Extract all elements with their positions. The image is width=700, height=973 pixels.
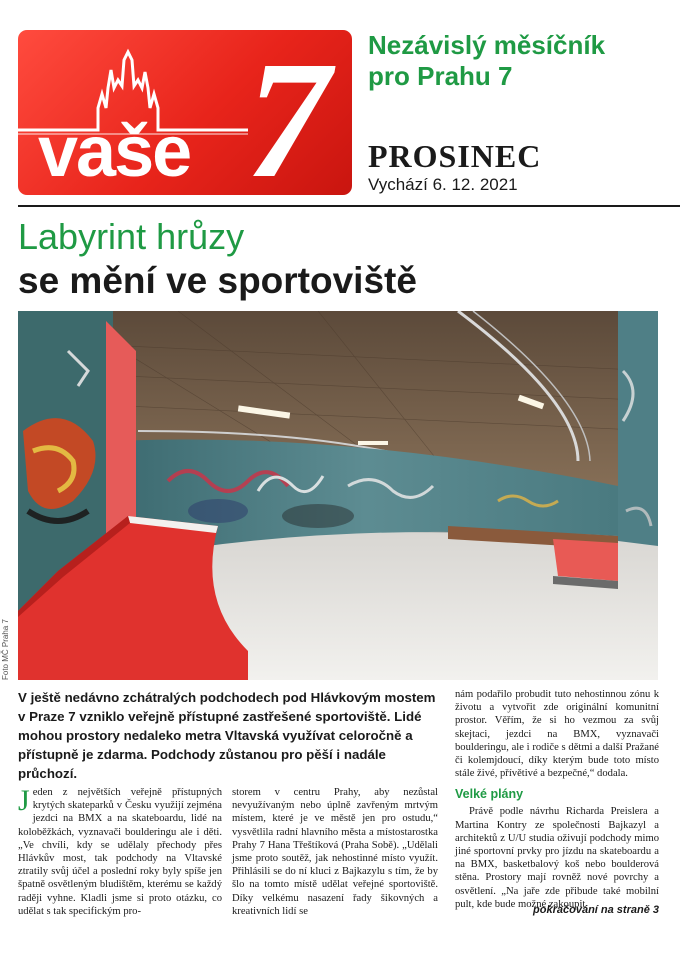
logo-number: 7 <box>246 30 330 195</box>
masthead-divider <box>18 205 680 207</box>
vase7-logo <box>18 30 352 195</box>
article-column-1 <box>18 786 222 918</box>
photo-credit: Foto MČ Praha 7 <box>1 619 10 680</box>
subheading: Velké plány <box>455 787 524 802</box>
article-lead: V ještě nedávno zchátralých podchodech pod Hlávkovým mostem v Praze 7 vzniklo veřejně přístupné zastřešené sportoviště. Lidé mohou prostory nedaleko metra Vltavská využívat celoročně a přístupně je zdarma. Podchody zůstanou pro pěší i nadále průchozí. <box>18 690 436 781</box>
logo-word: vaše <box>38 112 191 192</box>
article-column-3 <box>455 688 659 911</box>
headline-line-2: se mění ve sportoviště <box>18 260 417 301</box>
issue-month: PROSINEC <box>368 138 542 174</box>
column-3-text-continued: Právě podle návrhu Richarda Preislera a Martina Kontry ze společnosti Bajkazyl a architektů z U/U studia oživují podchody mimo jiné sportovní prvky pro jízdu na skateboardu a na BMX, basketbalový koš nebo boulderová stěna. Prostory mají rovněž nové povrchy a osvětlení. „Na jaře zde přibude také mobilní pult, kde bude možné zakoupit <box>455 806 659 910</box>
column-1-text: eden z největších veřejně přístupných krytých skateparků v Česku využijí zejména jezdci na BMX a na skateboardu, lidé na koloběžkách, vyznavači boulderingu ale i děti. „Ve chvíli, kdy se udělaly přechody přes Hlávkův most, tak podchody na Vltavské ztratily svůj účel a poslední roky byly spíše jen špatně osvětleným bludištěm, kterému se každý raději vyhne. Kladli jsme si proto otázku, co udělat s tak specifickým pro- <box>18 787 222 917</box>
continued-on-page-link[interactable]: pokračování na straně 3 <box>533 904 659 916</box>
issue-date: Vychází 6. 12. 2021 <box>368 175 518 194</box>
column-3-text: nám podařilo probudit tuto nehostinnou zónu k životu a vytvořit zde originální komunitní prostor. Věřím, že si ho vezmou za svůj skejtaci, jezdci na BMX, vyznavači boulderingu, ale i rodiče s dětmi a další Pražané či kolemjdoucí, díky kterým bude toto místo stále živé, přívětivé a bezpečné,“ dodala. <box>455 689 659 780</box>
tagline-line-1: Nezávislý měsíčník <box>368 30 606 60</box>
tagline <box>368 30 688 92</box>
skatepark-illustration <box>18 311 658 680</box>
article-column-2 <box>232 786 438 918</box>
tagline-line-2: pro Prahu 7 <box>368 61 513 91</box>
column-2-text: storem v centru Prahy, aby nezůstal nevyužívaným nebo úplně zavřeným mrtvým místem, které je ve městě jen pro ostudu,“ vysvětlila radní hlavního města a místostarostka Prahy 7 Hana Třeštíková (Praha Sobě). „Udělali jsme proto soutěž, jak nehostinné místo využít. Přihlásili se do ní kluci z Bajkazylu s tím, že by šlo na tomto místě udělat veřejné sportoviště. Díky velkému nasazení řady šikovných a kreativních lidí se <box>232 787 438 917</box>
drop-cap: J <box>18 784 30 817</box>
headline-line-1: Labyrint hrůzy <box>18 216 245 257</box>
skatepark-photo <box>18 311 658 680</box>
